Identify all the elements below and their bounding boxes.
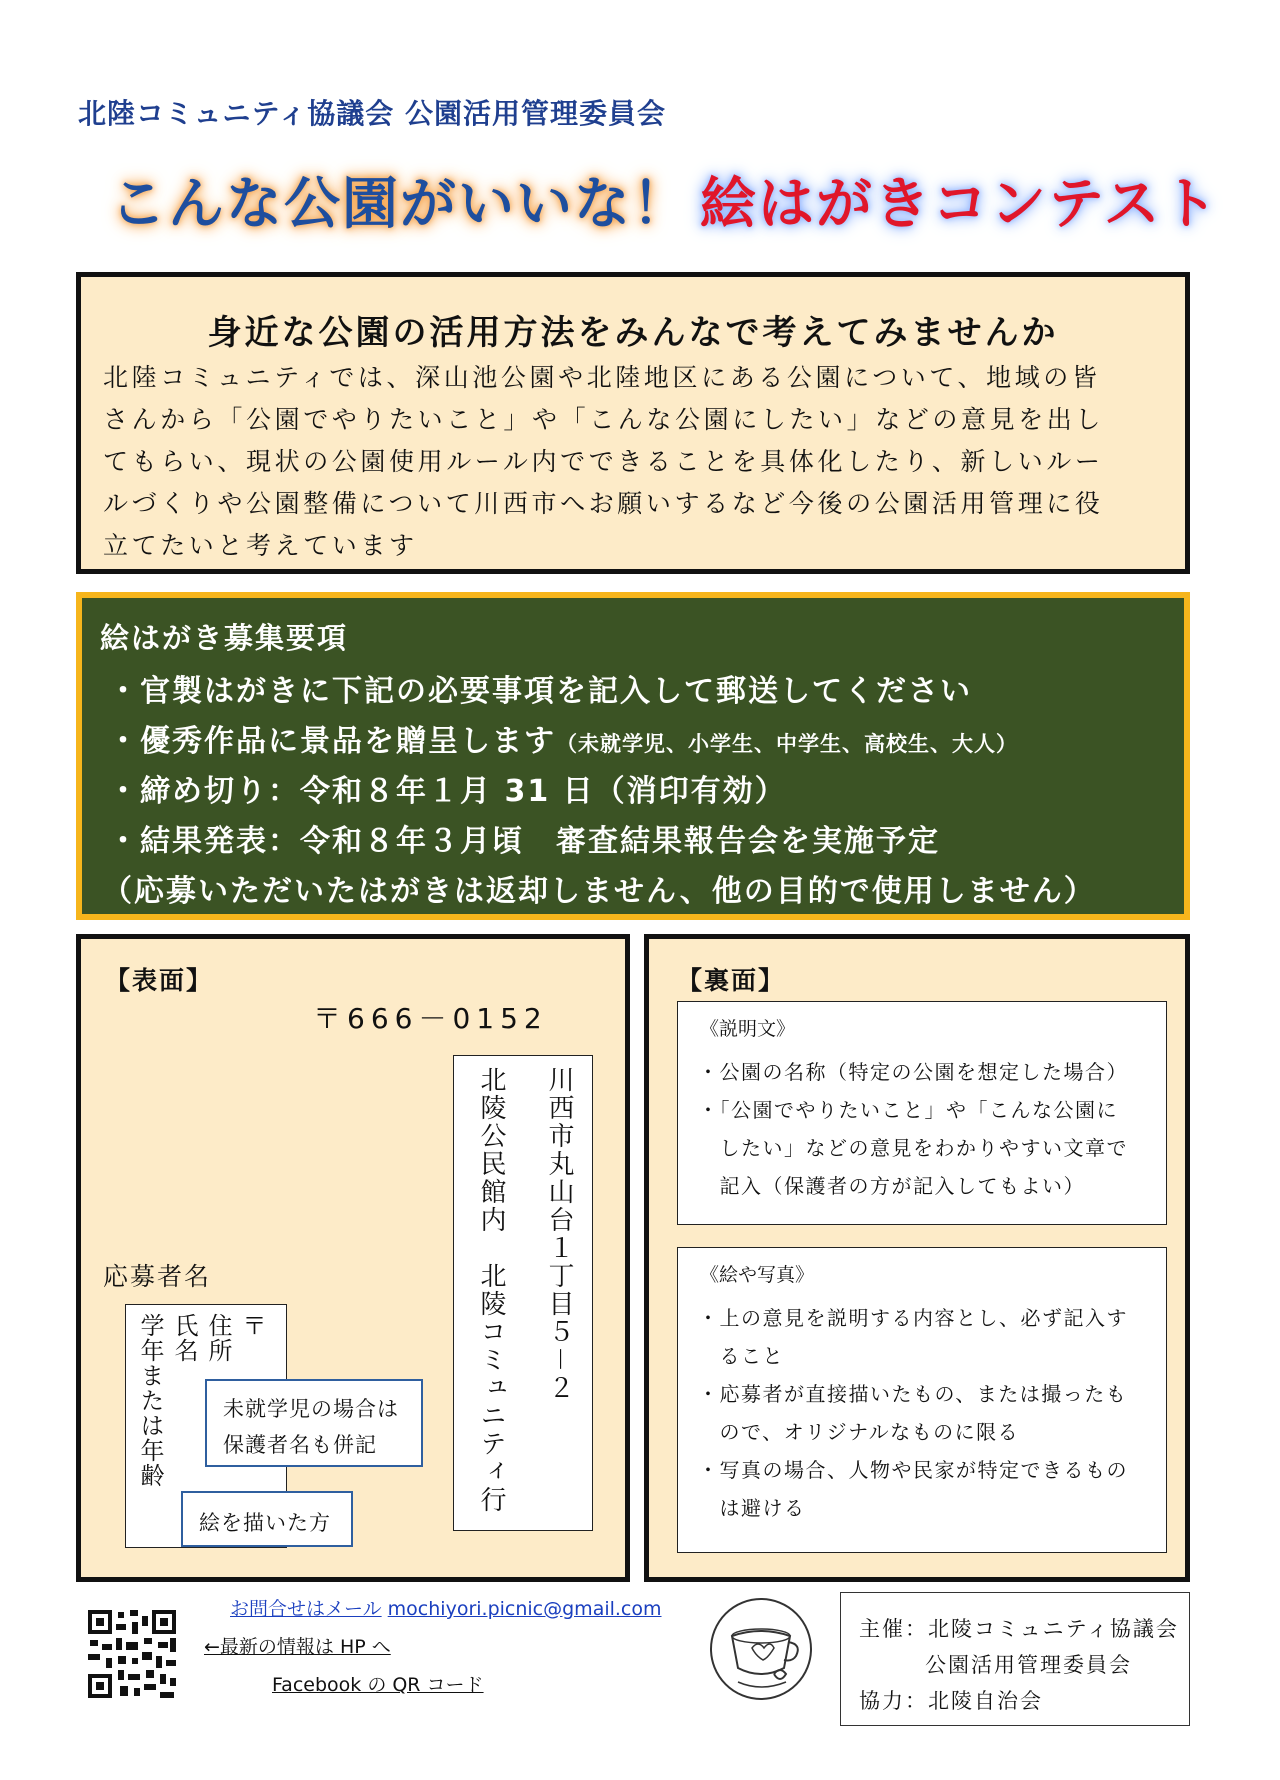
artist-callout: [181, 1491, 353, 1547]
picture-line: ること: [698, 1344, 784, 1368]
intro-line: ルづくりや公園整備について川西市へお願いするなど今後の公園活用管理に役: [103, 489, 1104, 518]
guideline-deadline: ・締め切り：令和８年１月 31 日（消印有効）: [108, 774, 787, 809]
contact-label: お問合せはメール: [230, 1598, 382, 1620]
sponsor-cooperation: 協力：北陵自治会: [859, 1689, 1043, 1713]
description-box: [677, 1001, 1167, 1225]
main-title: [110, 160, 1220, 240]
callout-line: 保護者名も併記: [223, 1433, 377, 1457]
postcard-back-panel: [644, 934, 1190, 1582]
guardian-note-callout: [205, 1379, 423, 1467]
contact-email-link[interactable]: mochiyori.picnic@gmail.com: [387, 1598, 662, 1620]
main-title-part1: こんな公園がいいな！: [110, 172, 690, 237]
description-line: 記入（保護者の方が記入してもよい）: [698, 1174, 1085, 1198]
intro-box: [76, 272, 1190, 574]
qr-code-icon[interactable]: [86, 1608, 178, 1700]
postal-mark: 〒: [238, 1313, 266, 1338]
intro-line: 北陸コミュニティでは、深山池公園や北陸地区にある公園について、地域の皆: [103, 363, 1101, 392]
organization-title: 北陸コミュニティ協議会 公園活用管理委員会: [78, 97, 666, 130]
picture-line: ので、オリジナルなものに限る: [698, 1420, 1020, 1444]
guideline-result: ・結果発表：令和８年３月頃 審査結果報告会を実施予定: [108, 824, 940, 859]
cafe-cup-logo-icon: [708, 1596, 814, 1702]
description-line: ・公園の名称（特定の公園を想定した場合）: [698, 1060, 1128, 1084]
guideline-note: （応募いただいたはがきは返却しません、他の目的で使用しません）: [102, 874, 1096, 909]
guidelines-box: [76, 592, 1190, 920]
address-field-label: 住所: [204, 1313, 232, 1363]
sponsor-organizer: 主催：北陵コミュニティ協議会: [859, 1617, 1179, 1641]
front-label: 【表面】: [105, 966, 214, 995]
guideline-item: [108, 716, 1018, 760]
guideline-prize: ・優秀作品に景品を贈呈します: [108, 724, 556, 759]
intro-heading: 身近な公園の活用方法をみんなで考えてみませんか: [207, 313, 1059, 353]
grade-age-field-label: 学年または年齢: [136, 1313, 164, 1488]
intro-line: さんから「公園でやりたいこと」や「こんな公園にしたい」などの意見を出し: [103, 405, 1105, 434]
guidelines-title: 絵はがき募集要項: [100, 621, 349, 655]
picture-line: ・写真の場合、人物や民家が特定できるもの: [698, 1458, 1128, 1482]
callout-line: 未就学児の場合は: [223, 1397, 399, 1421]
sponsor-committee: 公園活用管理委員会: [925, 1653, 1132, 1677]
picture-line: は避ける: [698, 1496, 806, 1520]
back-label: 【裏面】: [677, 966, 786, 995]
intro-line: 立てたいと考えています: [103, 531, 418, 560]
picture-line: ・応募者が直接描いたもの、または撮ったも: [698, 1382, 1128, 1406]
recipient-line: 北陵公民館内 北陵コミュニティ行: [476, 1066, 506, 1514]
postcard-front-panel: [76, 934, 630, 1582]
callout-line: 絵を描いた方: [199, 1511, 331, 1535]
applicant-label: 応募者名: [103, 1262, 212, 1291]
description-line: ・「公園でやりたいこと」や「こんな公園に: [698, 1098, 1118, 1122]
name-field-label: 氏名: [170, 1313, 198, 1363]
homepage-link[interactable]: ←最新の情報は HP へ: [204, 1636, 391, 1658]
address-line: 川西市丸山台１丁目５－２: [544, 1066, 574, 1403]
intro-line: てもらい、現状の公園使用ルール内でできることを具体化したり、新しいルー: [103, 447, 1104, 476]
main-title-part2: 絵はがきコンテスト: [700, 172, 1220, 237]
description-line: したい」などの意見をわかりやすい文章で: [698, 1136, 1128, 1160]
picture-line: ・上の意見を説明する内容とし、必ず記入す: [698, 1306, 1128, 1330]
postal-code: 〒666－0152: [313, 1002, 548, 1035]
guideline-item: ・官製はがきに下記の必要事項を記入して郵送してください: [108, 674, 972, 709]
address-box: [453, 1055, 593, 1531]
description-title: 《説明文》: [700, 1018, 796, 1040]
sponsor-box: [840, 1592, 1190, 1726]
facebook-qr-caption: Facebook の QR コード: [272, 1674, 484, 1696]
intro-body: [103, 357, 1163, 567]
contact-info: [230, 1594, 662, 1621]
guideline-prize-note: （未就学児、小学生、中学生、高校生、大人）: [556, 732, 1018, 756]
picture-title: 《絵や写真》: [700, 1264, 815, 1286]
picture-box: [677, 1247, 1167, 1553]
